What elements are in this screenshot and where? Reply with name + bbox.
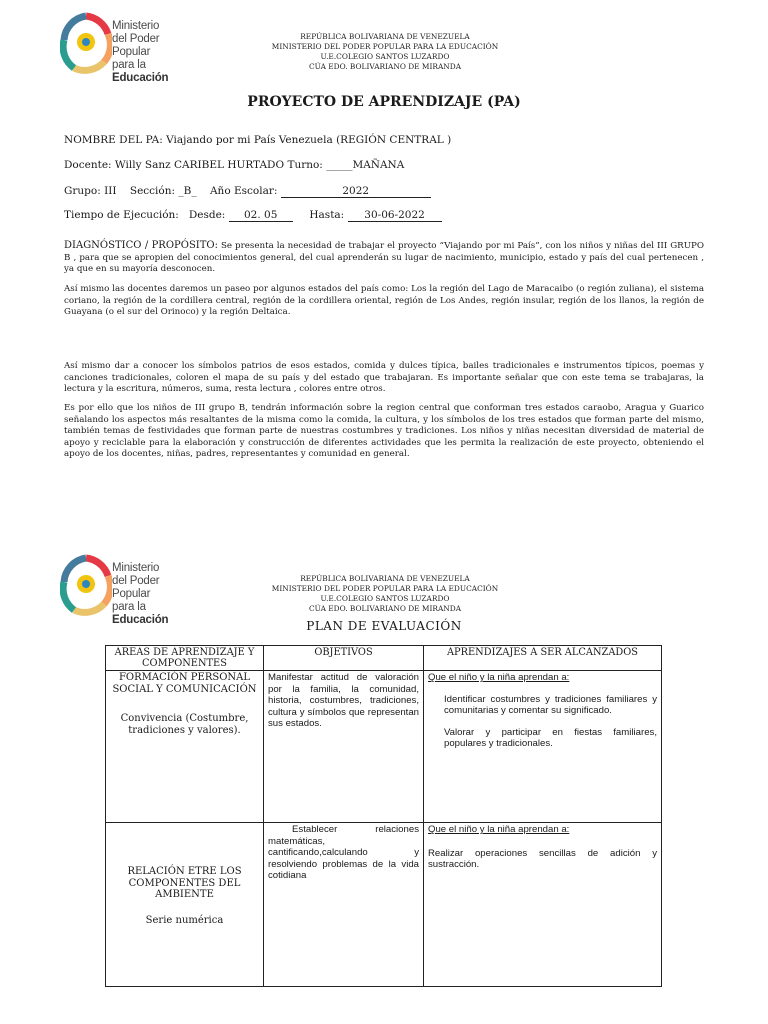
paragraph-3: Así mismo dar a conocer los símbolos patrios de esos estados, comida y dulces típica, bailes tradicionales e instrumentos típicos, poemas y canciones tradicionales, coloren el mapa de su país y del estado que trabajaran. Es importante señalar que con este tema se trabajaras, la lectura y la escritura, números, suma, resta lectura , colores entre otros. xyxy=(64,361,704,394)
anio-value: 2022 xyxy=(281,185,431,198)
area-title: RELACIÓN ETRE LOS COMPONENTES DEL AMBIENTE xyxy=(127,866,242,900)
diagnostico-label: DIAGNÓSTICO / PROPÓSITO: xyxy=(64,240,218,251)
area-cell xyxy=(106,823,264,987)
aprendizaje-item: Valorar y participar en fiestas familiares, populares y tradicionales. xyxy=(444,726,657,749)
plan-title: PLAN DE EVALUACIÓN xyxy=(306,619,462,633)
logo-line-3-prefix: para la xyxy=(112,59,146,71)
area-title: FORMACIÓN PERSONAL SOCIAL Y COMUNICACIÓN xyxy=(112,672,257,695)
header-line-2: MINISTERIO DEL PODER POPULAR PARA LA EDUCACIÓN xyxy=(271,42,499,51)
field-docente xyxy=(64,159,404,171)
header-line-2: MINISTERIO DEL PODER POPULAR PARA LA EDUCACIÓN xyxy=(271,584,499,593)
logo-line-3-bold: Educación xyxy=(112,614,169,626)
hasta-label: Hasta: xyxy=(309,209,345,221)
field-nombre xyxy=(64,134,451,146)
nombre-value: Viajando por mi País Venezuela (REGIÓN CENTRAL ) xyxy=(166,134,452,146)
objetivo-cell: Manifestar actitud de valoración por la familia, la comunidad, historia, costumbres, tradiciones, cultura y símbolos que representan sus estados. xyxy=(264,671,424,823)
logo-line-3-prefix: para la xyxy=(112,601,146,613)
aprendizajes-lead: Que el niño y la niña aprendan a: xyxy=(428,672,570,683)
area-cell xyxy=(106,671,264,823)
objetivo-cell: Establecer relaciones matemáticas, cantificando,calculando y resolviendo problemas de la vida cotidiana xyxy=(264,823,424,987)
diagnostico-paragraph xyxy=(64,240,704,276)
docente-value: Willy Sanz CARIBEL HURTADO xyxy=(114,159,285,171)
aprendizajes-cell xyxy=(424,823,662,987)
aprendizajes-cell xyxy=(424,671,662,823)
tiempo-label: Tiempo de Ejecución: xyxy=(64,209,179,221)
evaluation-table xyxy=(105,645,662,987)
grupo-label: Grupo: III xyxy=(64,185,117,197)
table-row xyxy=(106,671,662,823)
turno-label: Turno: xyxy=(287,159,323,171)
paragraph-2: Así mismo las docentes daremos un paseo por algunos estados del país como: Los la región del Lago de Maracaibo (o región zuliana), el sistema coriano, la región de la cordillera central, región de la cordillera oriental, región de Los Andes, región insular, región de los llanos, la región de Guayana (o el sur del Orinoco) y la región Deltaica. xyxy=(64,284,704,317)
logo-line-2: del Poder Popular xyxy=(112,575,160,600)
header-line-1: REPÚBLICA BOLIVARIANA DE VENEZUELA xyxy=(300,32,470,41)
area-sub: Serie numérica xyxy=(145,914,224,926)
aprendizaje-item: Realizar operaciones sencillas de adición y sustracción. xyxy=(428,847,657,870)
logo-line-1: Ministerio xyxy=(112,20,160,32)
ministry-emblem-icon xyxy=(60,554,112,620)
ministry-logo xyxy=(60,12,200,82)
field-tiempo xyxy=(64,209,442,222)
desde-label: Desde: xyxy=(188,209,226,221)
seccion-value: _B_ xyxy=(178,185,197,197)
header-line-3: U.E.COLEGIO SANTOS LUZARDO xyxy=(320,594,450,603)
header-line-4: CÚA EDO. BOLIVARIANO DE MIRANDA xyxy=(308,604,462,613)
table-header-row xyxy=(106,646,662,671)
table-row xyxy=(106,823,662,987)
seccion-label: Sección: xyxy=(129,185,176,197)
desde-value: 02. 05 xyxy=(229,209,293,222)
hasta-value: 30-06-2022 xyxy=(348,209,442,222)
diagnostico-text: Se presenta la necesidad de trabajar el proyecto “Viajando por mi País”, con los niños y niñas del III GRUPO B , para que se apropien del conocimientos general, del cual aprenderán su lugar de nacimiento, municipio, estado y país del cual pertenecen , ya que en su mayoría desconocen. xyxy=(64,241,705,274)
nombre-label: NOMBRE DEL PA: xyxy=(64,134,163,146)
school-header xyxy=(230,32,540,72)
header-line-4: CÚA EDO. BOLIVARIANO DE MIRANDA xyxy=(308,62,462,71)
school-header-2 xyxy=(230,574,540,614)
header-line-3: U.E.COLEGIO SANTOS LUZARDO xyxy=(320,52,450,61)
anio-label: Año Escolar: xyxy=(209,185,278,197)
header-aprendizajes: APRENDIZAJES A SER ALCANZADOS xyxy=(424,646,662,671)
logo-line-3-bold: Educación xyxy=(112,72,169,84)
document-title: PROYECTO DE APRENDIZAJE (PA) xyxy=(247,94,521,110)
area-sub: Convivencia (Costumbre, tradiciones y valores). xyxy=(120,713,249,736)
ministry-emblem-icon xyxy=(60,12,112,78)
ministry-logo-2 xyxy=(60,554,200,624)
logo-line-2: del Poder Popular xyxy=(112,33,160,58)
logo-line-1: Ministerio xyxy=(112,562,160,574)
header-objetivos: OBJETIVOS xyxy=(264,646,424,671)
docente-label: Docente: xyxy=(64,159,112,171)
header-line-1: REPÚBLICA BOLIVARIANA DE VENEZUELA xyxy=(300,574,470,583)
turno-value: _____MAÑANA xyxy=(326,159,405,171)
aprendizajes-lead: Que el niño y la niña aprendan a: xyxy=(428,824,570,835)
aprendizaje-item: Identificar costumbres y tradiciones familiares y comunitarias y comentar su significado. xyxy=(444,693,657,716)
paragraph-4: Es por ello que los niños de III grupo B, tendrán información sobre la region central que conforman tres estados caraobo, Aragua y Guarico señalando los aspectos más resaltantes de la misma como la comida, la cultura, y los símbolos de los tres estados que forman parte del mismo, también temas de festividades que forman parte de nuestras costumbres y tradiciones. Los niños y niñas necesitan diversidad de material de apoyo y reciclable para la elaboración y construcción de diferentes actividades que les permita la realización de este proyecto, obteniendo el apoyo de los docentes, niñas, padres, representantes y comunidad en general. xyxy=(64,403,704,459)
field-grupo xyxy=(64,185,431,198)
header-areas: AREAS DE APRENDIZAJE Y COMPONENTES xyxy=(106,646,264,671)
